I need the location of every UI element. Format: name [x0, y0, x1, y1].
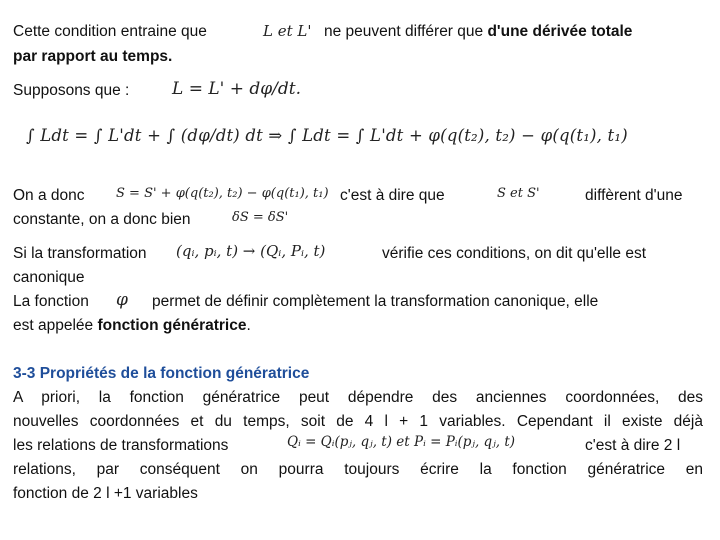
math-action-relation: S = S' + φ(q(t₂), t₂) − φ(q(t₁), t₁)	[116, 186, 329, 201]
section-heading: 3-3 Propriétés de la fonction génératrice	[13, 365, 310, 382]
text: vérifie ces conditions, on dit qu'elle est	[382, 245, 647, 262]
text: ne peuvent différer que d'une dérivée totale	[324, 23, 633, 40]
text: les relations de transformations	[13, 437, 229, 454]
text: Cette condition entraine que	[13, 23, 207, 40]
text: On a donc	[13, 187, 85, 204]
math-integral-equation: ∫ Ldt = ∫ L'dt + ∫ (dφ/dt) dt ⇒ ∫ Ldt = ∫ L'dt + φ(q(t₂), t₂) − φ(q(t₁), t₁)	[26, 126, 628, 145]
math-l-et-lprime: L et L'	[263, 22, 312, 40]
text: Supposons que :	[13, 82, 130, 99]
math-lagrangian-relation: L = L' + dφ/dt.	[172, 79, 301, 99]
paragraph-1	[13, 22, 633, 41]
text: canonique	[13, 269, 85, 286]
text: A priori, la fonction génératrice peut dépendre des anciennes coordonnées, des	[13, 389, 703, 406]
text: c'est à dire 2 l	[585, 437, 681, 454]
text: Si la transformation	[13, 245, 147, 262]
text: est appelée fonction génératrice.	[13, 317, 251, 334]
text: constante, on a donc bien	[13, 211, 191, 228]
text: nouvelles coordonnées et du temps, soit de 4 l + 1 variables. Cependant il existe déjà	[13, 413, 703, 430]
text: fonction de 2 l +1 variables	[13, 485, 198, 502]
math-delta-s: δS = δS'	[232, 210, 289, 225]
math-phi: φ	[116, 290, 128, 310]
math-transformation-relations: Qᵢ = Qᵢ(pⱼ, qⱼ, t) et Pᵢ = Pᵢ(pⱼ, qⱼ, t)	[287, 434, 516, 450]
text: diffèrent d'une	[585, 187, 683, 204]
text: permet de définir complètement la transformation canonique, elle	[152, 293, 599, 310]
text: relations, par conséquent on pourra toujours écrire la fonction génératrice en	[13, 461, 703, 478]
math-transformation: (qᵢ, pᵢ, t) → (Qᵢ, Pᵢ, t)	[176, 242, 326, 260]
math-s-et-sprime: S et S'	[497, 186, 540, 201]
text: La fonction	[13, 293, 89, 310]
text: c'est à dire que	[340, 187, 445, 204]
text: par rapport au temps.	[13, 48, 173, 65]
